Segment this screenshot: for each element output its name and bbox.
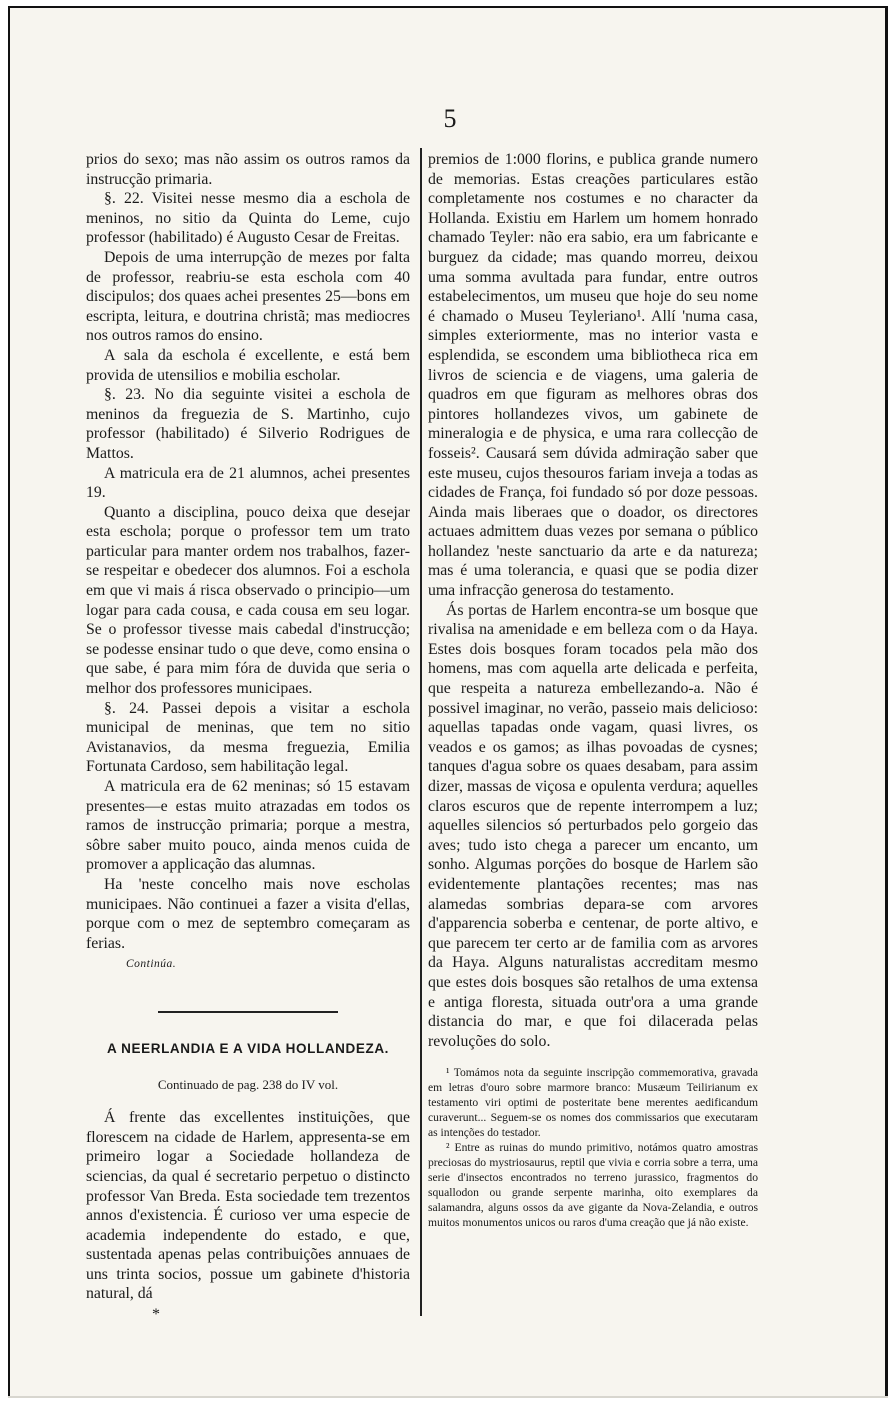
left-paragraph-1: prios do sexo; mas não assim os outros ramos da instrucção primaria. <box>86 151 410 188</box>
footnote-1: ¹ Tomámos nota da seguinte inscripção commemorativa, gravada em letras d'ouro sobre marmore branco: Musæum Teilirianum ex testamento viri optimi de posteritate bene merentes aedificandum curaverunt... Seguem-se os nomes dos commissarios que executaram as intenções do testador. <box>428 1066 758 1140</box>
signature-mark: * <box>152 1306 160 1323</box>
right-paragraph-1: premios de 1:000 florins, e publica grande numero de memorias. Estas creações particulares estão completamente nos costumes e no character da Hollanda. Existiu em Harlem um homem honrado chamado Teyler: não era sabio, era um fabricante e burguez da cidade; mas quando morreu, deixou uma somma avultada para fundar, entre outros estabelecimentos, um museu que hoje do seu nome é chamado o Museu Teyleriano¹. Allí 'numa casa, simples exteriormente, mas no interior vasta e esplendida, se escondem uma bibliotheca rica em livros de sciencia e de viagens, uma galeria de quadros em que figuram as melhores obras dos pintores hollandezes vivos, um gabinete de mineralogia e de physica, e uma rara collecção de fosseis². Causará sem dúvida admiração saber que este museu, cujos thesouros fariam inveja a todas as cidades de França, foi fundado só por doze pessoas. Ainda mais liberaes que o doador, os directores actuaes admittem duas vezes por semana o público hollandez 'neste sanctuario da arte e da natureza; mas é uma tolerancia, e quasi que se podia dizer uma infracção generosa do testamento. <box>428 151 758 600</box>
left-paragraph-6: A matricula era de 21 alumnos, achei presentes 19. <box>86 464 410 502</box>
page-bottom-edge <box>8 1396 888 1398</box>
left-paragraph-10: Ha 'neste concelho mais nove escholas municipaes. Não continuei a fazer a visita d'ellas, porque com o mez de septembro começaram as ferias. <box>86 875 410 952</box>
left-paragraph-8: §. 24. Passei depois a visitar a eschola municipal de meninas, que tem no sitio Avistanavios, da mesma freguezia, Emilia Fortunata Cardoso, sem habilitação legal. <box>86 699 410 776</box>
page-number: 5 <box>443 104 457 133</box>
right-paragraph-2: Ás portas de Harlem encontra-se um bosque que rivalisa na amenidade e em belleza com o da Haya. Estes dois bosques foram tocados pela mão dos homens, mas com aquella arte delicada e perfeita, que respeita a natureza embellezando-a. Não é possivel imaginar, no verão, passeio mais delicioso: aquellas tapadas onde vagam, quasi livres, os veados e os gamos; as ilhas povoadas de cysnes; tanques d'agua sobre os quaes desabam, para assim dizer, massas de viçosa e opulenta verdura; aquelles claros escuros que de repente interrompem a luz; aquelles silencios só perturbados pelo gorgeio das aves; tudo isto chega a parecer um encanto, um sonho. Algumas porções do bosque de Harlem são evidentemente plantações recentes; mas nas alamedas sombrias depara-se com arvores d'apparencia soberba e centenar, de porte altivo, e que parecem ter certo ar de familia com as arvores da Haya. Alguns naturalistas accreditam mesmo que estes dois bosques são retalhos de uma extensa e antiga floresta, situada outr'ora a uma grande distancia do mar, e que foi dilacerada pelas revoluções do solo. <box>428 601 758 1050</box>
column-divider <box>420 148 422 1316</box>
article-paragraph-1: Á frente das excellentes instituições, que florescem na cidade de Harlem, appresenta-se em primeiro logar a Sociedade hollandeza de sciencias, da qual é secretario perpetuo o distincto professor Van Breda. Esta sociedade tem trezentos annos d'existencia. É curioso ver uma especie de academia independente do estado, e que, sustentada apenas pelas contribuições annuaes de uns trinta socios, possue um gabinete d'historia natural, dá <box>86 1109 410 1303</box>
article-title: A NEERLANDIA E A VIDA HOLLANDEZA. <box>106 1040 390 1056</box>
continued-from: Continuado de pag. 238 do IV vol. <box>157 1076 339 1092</box>
left-paragraph-7: Quanto a disciplina, pouco deixa que desejar esta eschola; porque o professor tem um trato particular para manter ordem nos trabalhos, fazer-se respeitar e obedecer dos alumnos. Foi a eschola em que vi mais á risca observado o principio—um logar para cada cousa, e cada cousa em seu logar. Se o professor tivesse mais cabedal d'instrucção; se podesse ensinar tudo o que deve, como ensina o que sabe, é para mim fóra de duvida que seria o melhor dos professores municipaes. <box>86 503 410 698</box>
left-paragraph-3: Depois de uma interrupção de mezes por falta de professor, reabriu-se esta eschola com 40 discipulos; dos quaes achei presentes 25—bons em escripta, leitura, e doutrina christã; mas mediocres nos outros ramos do ensino. <box>86 248 410 345</box>
left-paragraph-9: A matricula era de 62 meninas; só 15 estavam presentes—e estas muito atrazadas em todos os ramos de instrucção primaria; porque a mestra, sôbre saber muito pouco, ainda menos cuida de promover a applicação das alumnas. <box>86 778 410 874</box>
left-column <box>86 150 410 1304</box>
footnotes <box>428 1065 758 1230</box>
newspaper-page <box>8 6 888 1398</box>
left-paragraph-5: §. 23. No dia seguinte visitei a eschola de meninos da freguezia de S. Martinho, cujo professor (habilitado) é Silverio Rodrigues de Mattos. <box>86 386 410 462</box>
right-column <box>428 150 758 1230</box>
continua-note: Continúa. <box>126 958 177 971</box>
left-paragraph-4: A sala da eschola é excellente, e está bem provida de utensilios e mobilia escholar. <box>86 346 410 384</box>
left-paragraph-2: §. 22. Visitei nesse mesmo dia a eschola de meninos, no sitio da Quinta do Leme, cujo professor (habilitado) é Augusto Cesar de Freitas. <box>86 190 410 247</box>
footnote-2: ² Entre as ruinas do mundo primitivo, notámos quatro amostras preciosas do mystriosaurus, reptil que vivia e corria sobre a terra, uma serie d'insectos encontrados no terreno jurassico, fragmentos do squallodon ou grande serpente marinha, oito exemplares da salamandra, alguns ossos da ave gigante da Nova-Zelandia, e outros muitos monumentos unicos ou raros d'uma creação que já não existe. <box>428 1141 758 1230</box>
section-rule <box>158 1011 338 1013</box>
